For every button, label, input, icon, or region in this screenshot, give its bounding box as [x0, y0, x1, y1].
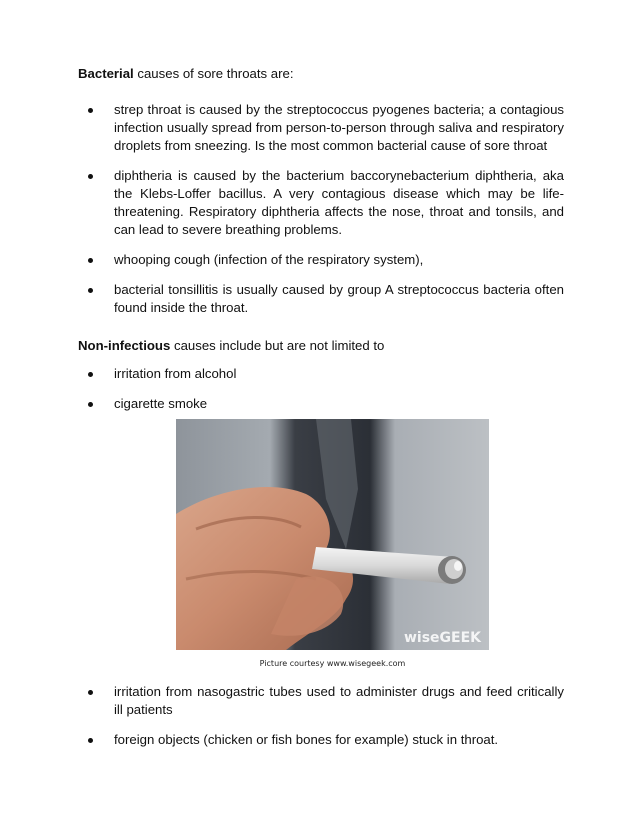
bullet-icon [88, 108, 93, 113]
list-item [78, 251, 564, 269]
list-item [78, 101, 564, 155]
list-item-text: foreign objects (chicken or fish bones for example) stuck in throat. [114, 732, 499, 747]
list-item [78, 395, 564, 413]
bullet-icon [88, 402, 93, 407]
bacterial-causes-list [78, 101, 564, 329]
photo-caption: Picture courtesy www.wisegeek.com [259, 659, 406, 668]
bacterial-heading-bold: Bacterial [78, 66, 134, 81]
cigarette-photo [176, 419, 489, 650]
list-item-text: irritation from nasogastric tubes used to administer drugs and feed critically ill patients [114, 684, 564, 717]
bullet-icon [88, 288, 93, 293]
bullet-icon [88, 174, 93, 179]
bacterial-heading-text: causes of sore throats are: [133, 66, 294, 81]
watermark-label: wiseGEEK [403, 630, 481, 646]
noninfectious-causes-list-b [78, 683, 564, 761]
noninfectious-heading-paragraph [78, 337, 568, 355]
list-item-text: cigarette smoke [114, 396, 208, 411]
list-item-text: bacterial tonsillitis is usually caused by group A streptococcus bacteria often found inside the throat. [114, 282, 564, 315]
list-item [78, 683, 564, 719]
noninfectious-heading-bold: Non-infectious [78, 338, 171, 353]
list-item-text: whooping cough (infection of the respiratory system), [114, 252, 424, 267]
list-item [78, 731, 564, 749]
noninfectious-heading-text: causes include but are not limited to [170, 338, 385, 353]
cigarette-photo-illustration [176, 419, 489, 650]
bullet-icon [88, 690, 93, 695]
list-item [78, 167, 564, 239]
bacterial-heading-paragraph [78, 65, 568, 83]
list-item [78, 365, 564, 383]
list-item-text: strep throat is caused by the streptococcus pyogenes bacteria; a contagious infection usually spread from person-to-person through saliva and respiratory droplets from sneezing. Is the most common bacterial cause of sore throat [114, 102, 564, 153]
list-item-text: diphtheria is caused by the bacterium baccorynebacterium diphtheria, aka the Klebs-Loffer bacillus. A very contagious disease which may be life-threatening. Respiratory diphtheria affects the nose, throat and tonsils, and can lead to severe breathing problems. [114, 168, 564, 237]
bullet-icon [88, 372, 93, 377]
bullet-icon [88, 258, 93, 263]
list-item [78, 281, 564, 317]
list-item-text: irritation from alcohol [114, 366, 237, 381]
bullet-icon [88, 738, 93, 743]
noninfectious-causes-list-a [78, 365, 564, 425]
